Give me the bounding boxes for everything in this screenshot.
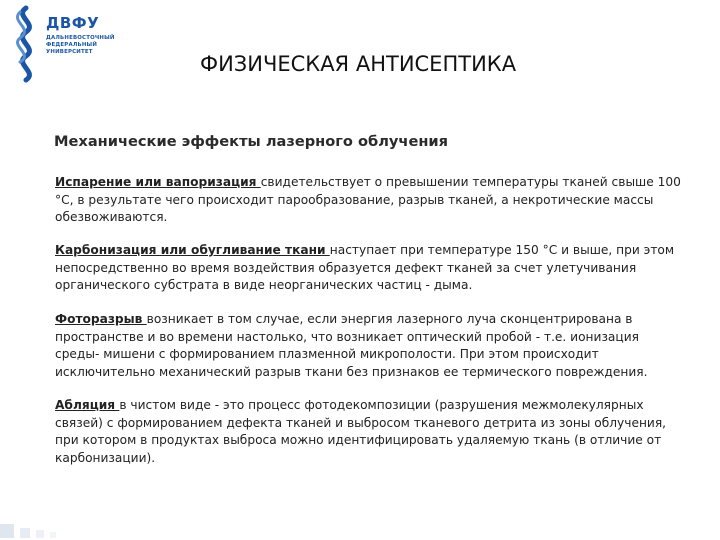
logo-name: ДВФУ [46,14,100,32]
paragraph-photodisruption [55,311,685,381]
logo-subtitle-line: УНИВЕРСИТЕТ [46,49,93,55]
paragraph-text: возникает в том случае, если энергия лазерного луча сконцентрирована в пространстве и во времени настолько, что возникает оптический пробой - т.е. ионизация среды- мишени с формированием плазменной микрополости. При этом происходит исключительно механический разрыв ткани без признаков ее термического повреждения. [55,312,648,379]
logo-subtitle-line: ФЕДЕРАЛЬНЫЙ [46,42,98,48]
paragraph-text: свидетельствует о превышении температуры тканей свыше 100 °С, в результате чего происходит парообразование, разрыв тканей, а некротические массы обезвоживаются. [55,175,681,224]
university-logo [6,4,124,86]
paragraph-carbonization [55,242,685,295]
paragraph-vaporization [55,174,685,227]
logo-subtitle-line: ДАЛЬНЕВОСТОЧНЫЙ [46,35,115,41]
logo-swirl-icon [6,4,46,84]
slide-title: ФИЗИЧЕСКАЯ АНТИСЕПТИКА [200,52,517,76]
footer-decoration [0,518,120,540]
term-vaporization: Испарение или вапоризация [55,175,261,189]
paragraph-text: в чистом виде - это процесс фотодекомпозиции (разрушения межмолекулярных связей) с формированием дефекта тканей и выбросом тканевого детрита из зоны облучения, при котором в продуктах выброса можно идентифицировать удаляемую ткань (в отличие от карбонизации). [55,398,667,465]
paragraph-text: наступает при температуре 150 °С и выше, при этом непосредственно во время воздействия образуется дефект тканей за счет улетучивания органического субстрата в виде неорганических частиц - дыма. [55,243,675,292]
logo-subtitle [46,35,126,56]
slide-subtitle: Механические эффекты лазерного облучения [54,133,449,150]
paragraph-ablation [55,397,685,467]
term-photodisruption: Фоторазрыв [55,312,147,326]
term-carbonization: Карбонизация или обугливание ткани [55,243,330,257]
term-ablation: Абляция [55,398,120,412]
